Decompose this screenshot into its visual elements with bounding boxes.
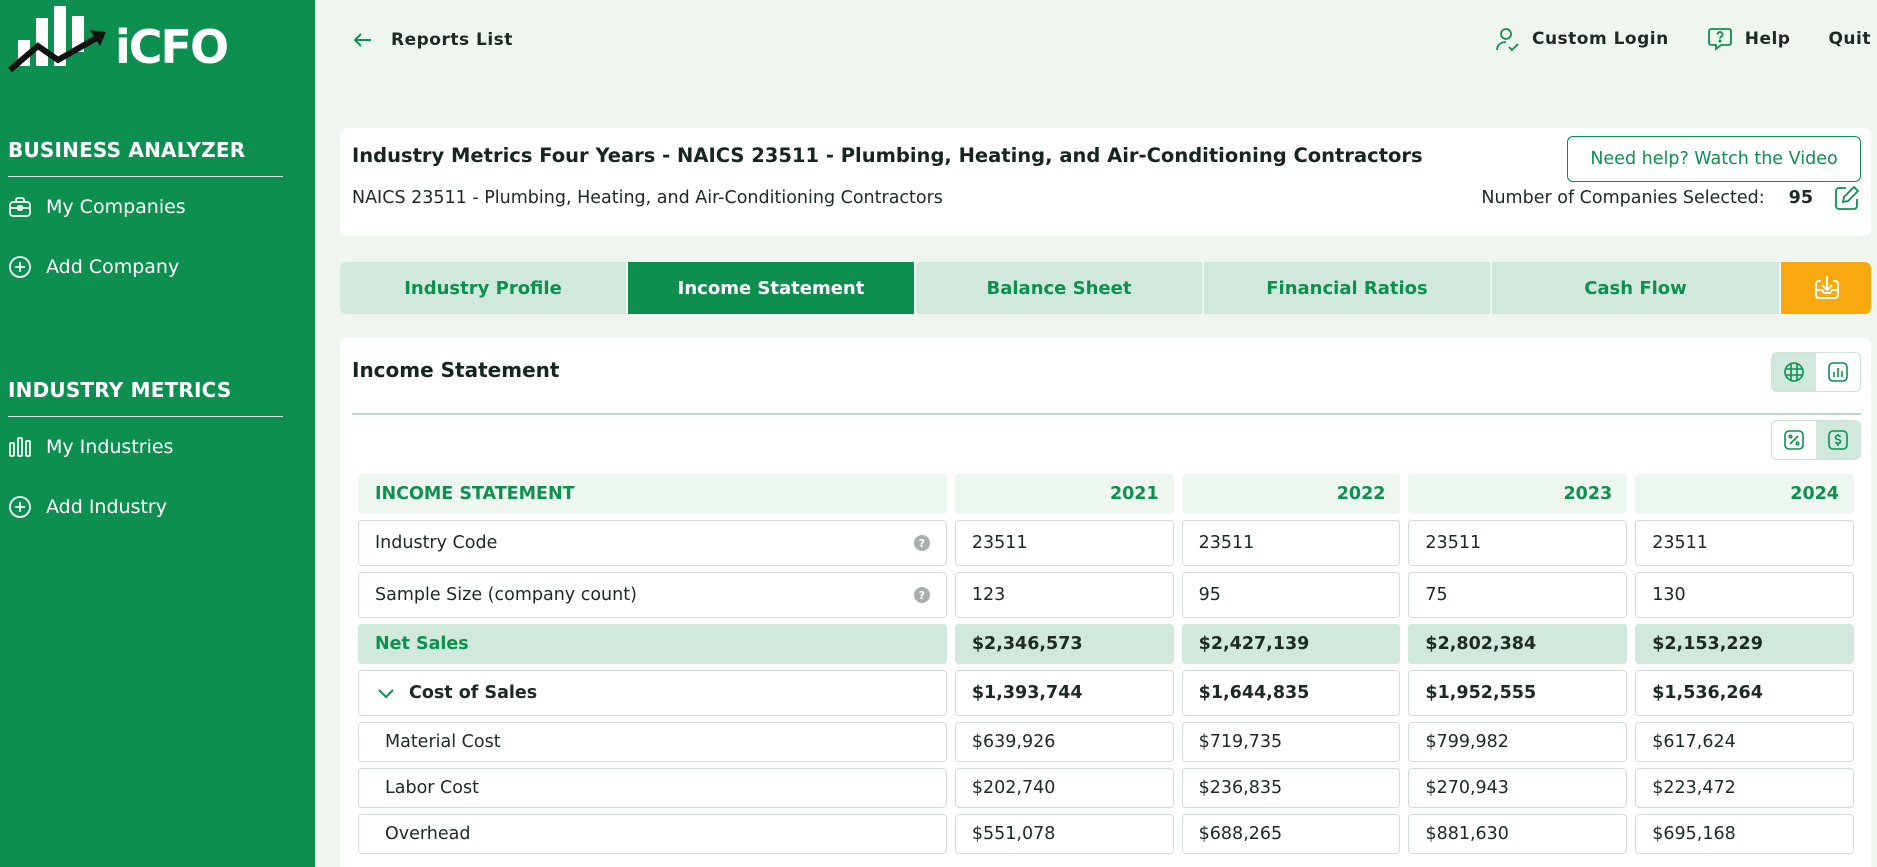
table-cell: $799,982 [1408, 722, 1627, 762]
sidebar-item-my-industries[interactable] [8, 417, 283, 477]
help-label: Help [1744, 29, 1791, 49]
table-cell: 95 [1182, 572, 1401, 618]
table-cell: 23511 [1635, 520, 1854, 566]
chart-view-button[interactable] [1816, 353, 1860, 391]
table-cell: $2,346,573 [955, 624, 1174, 664]
sidebar-item-add-industry[interactable] [8, 477, 283, 537]
table-cell: $688,265 [1182, 814, 1401, 854]
table-row-overhead [358, 814, 1854, 854]
row-label-text: Industry Code [375, 533, 498, 553]
business-analyzer-heading: BUSINESS ANALYZER [8, 138, 283, 177]
table-cell: $1,644,835 [1182, 670, 1401, 716]
table-header-year: 2021 [955, 474, 1174, 514]
chart-icon [1827, 361, 1849, 383]
row-label [358, 520, 947, 566]
income-statement-card [340, 338, 1871, 867]
table-cell: 75 [1408, 572, 1627, 618]
table-cell: 23511 [1182, 520, 1401, 566]
table-header-year: 2023 [1408, 474, 1627, 514]
quit-link[interactable] [1828, 29, 1871, 49]
view-toggle [1771, 352, 1861, 392]
watch-video-button[interactable]: Need help? Watch the Video [1567, 136, 1861, 182]
table-row-industry-code [358, 520, 1854, 566]
industry-metrics-heading: INDUSTRY METRICS [8, 378, 283, 417]
user-icon [1494, 26, 1520, 52]
sidebar-item-my-companies[interactable] [8, 177, 283, 237]
sidebar-item-add-company[interactable] [8, 237, 283, 297]
percent-icon [1783, 429, 1805, 451]
naics-subtitle: NAICS 23511 - Plumbing, Heating, and Air-Conditioning Contractors [352, 188, 943, 208]
table-row-labor-cost [358, 768, 1854, 808]
sidebar-item-label: Add Industry [46, 496, 167, 518]
plus-circle-icon [8, 255, 32, 279]
unit-toggle [1771, 420, 1861, 460]
sidebar [0, 0, 315, 867]
table-header-label: INCOME STATEMENT [358, 474, 947, 514]
tab-industry-profile[interactable]: Industry Profile [340, 262, 626, 314]
chevron-down-icon[interactable] [375, 682, 397, 704]
business-analyzer-section [8, 138, 283, 297]
companies-selected [1481, 184, 1861, 212]
dollar-icon [1827, 429, 1849, 451]
income-statement-table [358, 474, 1854, 860]
section-title: Income Statement [352, 358, 560, 382]
table-header-year: 2024 [1635, 474, 1854, 514]
row-label-text: Sample Size (company count) [375, 585, 637, 605]
section-divider [352, 413, 1861, 415]
table-header-year: 2022 [1182, 474, 1401, 514]
row-label: Net Sales [358, 624, 947, 664]
download-icon [1812, 273, 1842, 303]
table-cell: $1,393,744 [955, 670, 1174, 716]
table-cell: $551,078 [955, 814, 1174, 854]
download-button[interactable] [1781, 262, 1871, 314]
table-cell: $695,168 [1635, 814, 1854, 854]
report-title: Industry Metrics Four Years - NAICS 23511 - Plumbing, Heating, and Air-Conditioning Contractors [352, 144, 1423, 167]
row-label-expandable[interactable] [358, 670, 947, 716]
table-row-sample-size [358, 572, 1854, 618]
table-cell: $1,536,264 [1635, 670, 1854, 716]
briefcase-icon [8, 195, 32, 219]
table-cell: $719,735 [1182, 722, 1401, 762]
table-view-button[interactable] [1772, 353, 1816, 391]
table-cell: 130 [1635, 572, 1854, 618]
tab-balance-sheet[interactable]: Balance Sheet [916, 262, 1202, 314]
help-chat-icon [1707, 26, 1733, 52]
report-tabs [340, 262, 1871, 314]
table-cell: $617,624 [1635, 722, 1854, 762]
logo-text: iCFO [115, 20, 228, 74]
table-cell: 23511 [1408, 520, 1627, 566]
table-cell: $1,952,555 [1408, 670, 1627, 716]
industry-metrics-section [8, 378, 283, 537]
row-label [358, 572, 947, 618]
table-cell: $2,427,139 [1182, 624, 1401, 664]
row-label: Material Cost [358, 722, 947, 762]
table-row-material-cost [358, 722, 1854, 762]
companies-selected-count: 95 [1788, 188, 1813, 208]
plus-circle-icon [8, 495, 32, 519]
custom-login-label: Custom Login [1531, 29, 1669, 49]
table-cell: $2,153,229 [1635, 624, 1854, 664]
edit-icon[interactable] [1833, 184, 1861, 212]
dollar-button[interactable] [1816, 421, 1860, 459]
tab-cash-flow[interactable]: Cash Flow [1492, 262, 1779, 314]
row-label-text: Cost of Sales [409, 683, 538, 703]
help-circle-icon[interactable]: ? [914, 535, 930, 551]
quit-label: Quit [1828, 29, 1871, 49]
percent-button[interactable] [1772, 421, 1816, 459]
table-cell: $223,472 [1635, 768, 1854, 808]
help-circle-icon[interactable]: ? [914, 587, 930, 603]
top-right-nav [1456, 26, 1871, 52]
logo-mark-icon [8, 2, 118, 76]
sidebar-item-label: My Companies [46, 196, 186, 218]
tab-income-statement[interactable]: Income Statement [628, 262, 914, 314]
custom-login-link[interactable] [1494, 26, 1669, 52]
table-cell: 23511 [955, 520, 1174, 566]
table-cell: $881,630 [1408, 814, 1627, 854]
table-header-row [358, 474, 1854, 514]
table-cell: $236,835 [1182, 768, 1401, 808]
sidebar-item-label: My Industries [46, 436, 174, 458]
report-header-card [340, 128, 1871, 236]
grid-icon [1783, 361, 1805, 383]
reports-list-link[interactable] [351, 28, 513, 52]
table-cell: $202,740 [955, 768, 1174, 808]
arrow-left-icon [351, 28, 375, 52]
top-bar [315, 0, 1877, 80]
table-row-net-sales [358, 624, 1854, 664]
reports-list-label: Reports List [391, 30, 513, 50]
bar-chart-icon [8, 435, 32, 459]
companies-selected-label: Number of Companies Selected: [1481, 188, 1765, 208]
icfo-logo[interactable] [8, 2, 228, 76]
tab-financial-ratios[interactable]: Financial Ratios [1204, 262, 1490, 314]
table-row-cost-of-sales [358, 670, 1854, 716]
row-label: Labor Cost [358, 768, 947, 808]
table-cell: 123 [955, 572, 1174, 618]
help-link[interactable] [1707, 26, 1791, 52]
table-cell: $2,802,384 [1408, 624, 1627, 664]
table-cell: $270,943 [1408, 768, 1627, 808]
table-cell: $639,926 [955, 722, 1174, 762]
row-label-wrap [375, 682, 537, 704]
sidebar-item-label: Add Company [46, 256, 180, 278]
row-label: Overhead [358, 814, 947, 854]
